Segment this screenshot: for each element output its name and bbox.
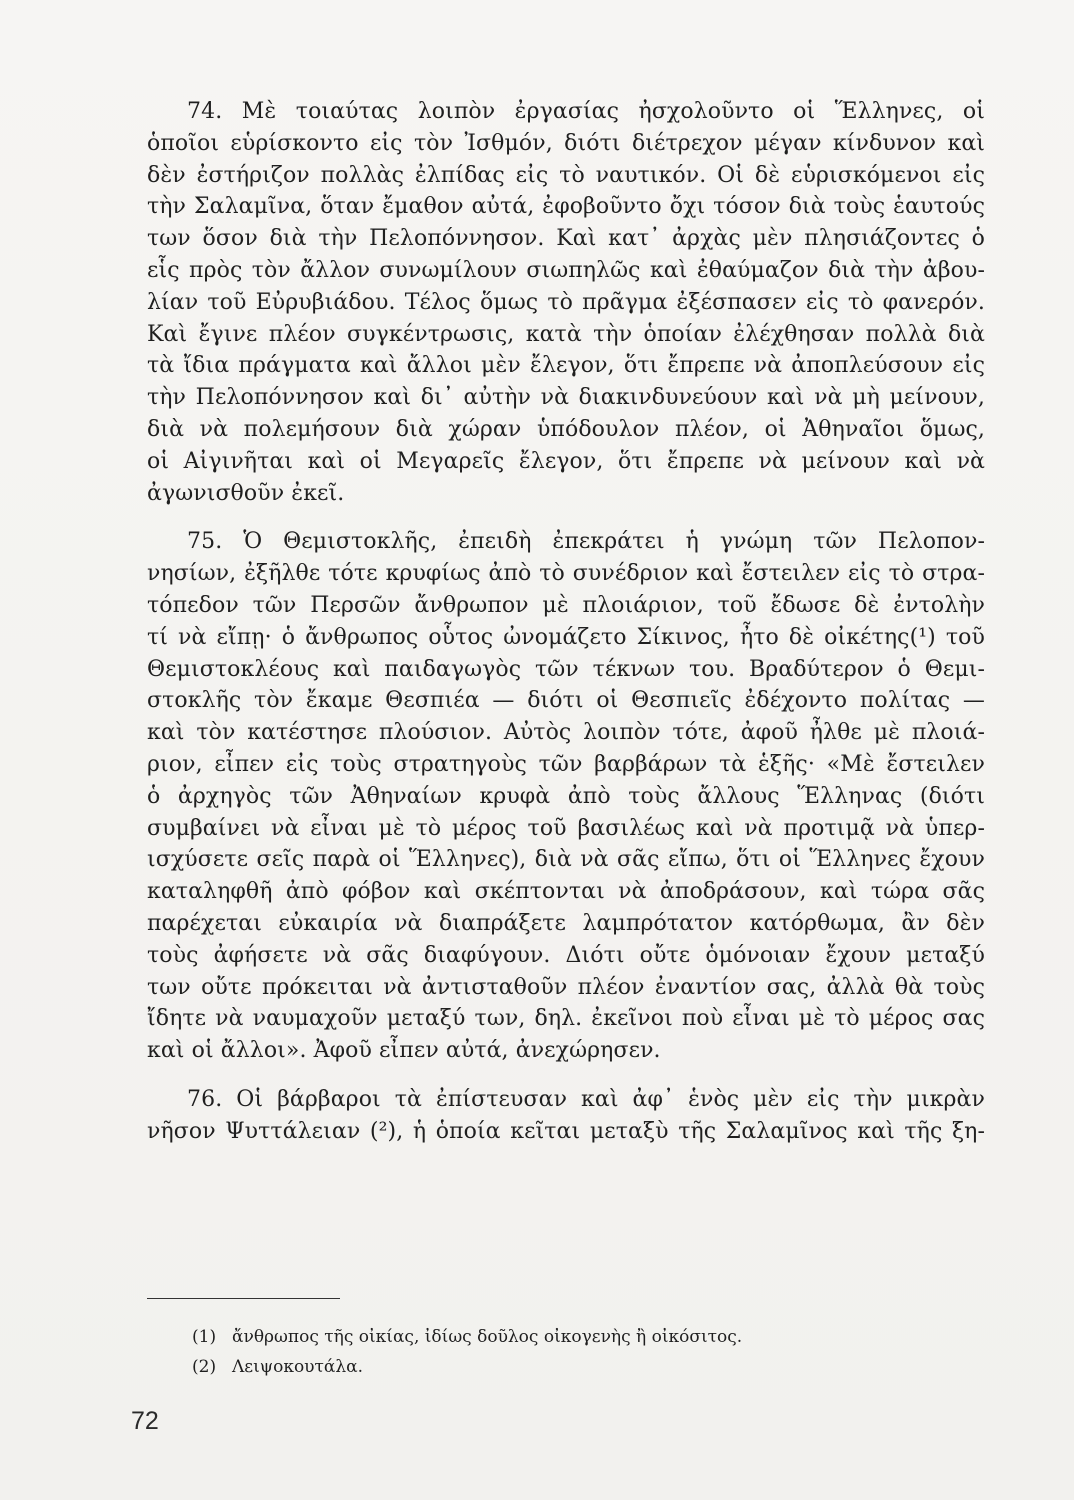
- text-line: ριον, εἶπεν εἰς τοὺς στρατηγοὺς τῶν βαρβάρων τὰ ἑξῆς· «Μὲ ἔστειλεν: [147, 751, 985, 777]
- footnote-divider: [147, 1298, 340, 1299]
- text-line: καὶ οἱ ἄλλοι». Ἀφοῦ εἶπεν αὐτά, ἀνεχώρησεν.: [147, 1038, 661, 1064]
- text-line: 74. Μὲ τοιαύτας λοιπὸν ἐργασίας ἠσχολοῦντο οἱ Ἕλληνες, οἱ: [187, 99, 985, 124]
- text-line: τὴν Πελοπόννησον καὶ δι᾽ αὐτὴν νὰ διακινδυνεύουν καὶ νὰ μὴ μείνουν,: [147, 385, 985, 411]
- text-line: 75. Ὁ Θεμιστοκλῆς, ἐπειδὴ ἐπεκράτει ἡ γνώμη τῶν Πελοπον-: [187, 529, 985, 555]
- text-line: ὁποῖοι εὑρίσκοντο εἰς τὸν Ἰσθμόν, διότι διέτρεχον μέγαν κίνδυνον καὶ: [147, 130, 985, 156]
- text-line: διὰ νὰ πολεμήσουν διὰ χώραν ὑπόδουλον πλέον, οἱ Ἀθηναῖοι ὅμως,: [147, 416, 985, 442]
- text-line: τὴν Σαλαμῖνα, ὅταν ἔμαθον αὐτά, ἐφοβοῦντο ὄχι τόσον διὰ τοὺς ἑαυτούς: [147, 194, 985, 220]
- footnote: [192, 1322, 892, 1352]
- text-line: τοὺς ἀφήσετε νὰ σᾶς διαφύγουν. Διότι οὔτε ὁμόνοιαν ἔχουν μεταξύ: [147, 942, 985, 968]
- text-line: τὰ ἴδια πράγματα καὶ ἄλλοι μὲν ἔλεγον, ὅτι ἔπρεπε νὰ ἀποπλεύσουν εἰς: [147, 353, 985, 379]
- text-line: στοκλῆς τὸν ἔκαμε Θεσπιέα — διότι οἱ Θεσπιεῖς ἐδέχοντο πολίτας —: [147, 688, 985, 714]
- text-line: ισχύσετε σεῖς παρὰ οἱ Ἕλληνες), διὰ νὰ σᾶς εἴπω, ὅτι οἱ Ἕλληνες ἔχουν: [147, 847, 985, 873]
- text-line: ἀγωνισθοῦν ἐκεῖ.: [147, 480, 345, 506]
- text-line: καταληφθῆ ἀπὸ φόβον καὶ σκέπτονται νὰ ἀποδράσουν, καὶ τώρα σᾶς: [147, 879, 985, 905]
- footnote-marker: (1): [192, 1327, 217, 1347]
- text-line: Καὶ ἔγινε πλέον συγκέντρωσις, κατὰ τὴν ὁποίαν ἐλέχθησαν πολλὰ διὰ: [147, 321, 985, 347]
- text-line: 76. Οἱ βάρβαροι τὰ ἐπίστευσαν καὶ ἀφ᾽ ἑνὸς μὲν εἰς τὴν μικρὰν: [187, 1086, 985, 1112]
- text-line: τόπεδον τῶν Περσῶν ἄνθρωπον μὲ πλοιάριον, τοῦ ἔδωσε δὲ ἐντολὴν: [147, 592, 985, 618]
- text-line: λίαν τοῦ Εὐρυβιάδου. Τέλος ὅμως τὸ πρᾶγμα ἐξέσπασεν εἰς τὸ φανερόν.: [147, 289, 985, 315]
- text-line: των οὔτε πρόκειται νὰ ἀντισταθοῦν πλέον ἐναντίον σας, ἀλλὰ θὰ τοὺς: [147, 974, 985, 1000]
- text-line: ὁ ἀρχηγὸς τῶν Ἀθηναίων κρυφὰ ἀπὸ τοὺς ἄλλους Ἕλληνας (διότι: [147, 783, 985, 809]
- footnote-text: Λειψοκουτάλα.: [232, 1357, 364, 1377]
- footnotes: [192, 1322, 892, 1382]
- paragraph-gap: [147, 1067, 985, 1084]
- body-text: [147, 96, 985, 1148]
- footnote: [192, 1352, 892, 1382]
- text-line: ἴδητε νὰ ναυμαχοῦν μεταξύ των, δηλ. ἐκεῖνοι ποὺ εἶναι μὲ τὸ μέρος σας: [147, 1006, 985, 1032]
- text-line: νῆσον Ψυττάλειαν (²), ἡ ὁποία κεῖται μεταξὺ τῆς Σαλαμῖνος καὶ τῆς ξη-: [147, 1118, 985, 1144]
- text-line: καὶ τὸν κατέστησε πλούσιον. Αὐτὸς λοιπὸν τότε, ἀφοῦ ἦλθε μὲ πλοιά-: [147, 720, 985, 746]
- text-line: συμβαίνει νὰ εἶναι μὲ τὸ μέρος τοῦ βασιλέως καὶ νὰ προτιμᾷ νὰ ὑπερ-: [147, 815, 985, 841]
- footnote-marker: (2): [192, 1357, 217, 1377]
- paragraph-gap: [147, 509, 985, 526]
- text-line: τί νὰ εἴπῃ· ὁ ἄνθρωπος οὗτος ὠνομάζετο Σίκινος, ἦτο δὲ οἰκέτης(¹) τοῦ: [147, 624, 985, 650]
- text-line: δὲν ἐστήριζον πολλὰς ἐλπίδας εἰς τὸ ναυτικόν. Οἱ δὲ εὑρισκόμενοι εἰς: [147, 162, 985, 188]
- text-line: Θεμιστοκλέους καὶ παιδαγωγὸς τῶν τέκνων του. Βραδύτερον ὁ Θεμι-: [147, 656, 985, 682]
- text-line: των ὅσον διὰ τὴν Πελοπόννησον. Καὶ κατ᾽ ἀρχὰς μὲν πλησιάζοντες ὁ: [147, 226, 985, 252]
- footnote-text: ἄνθρωπος τῆς οἰκίας, ἰδίως δοῦλος οἰκογενὴς ἢ οἰκόσιτος.: [232, 1327, 743, 1347]
- text-line: παρέχεται εὐκαιρία νὰ διαπράξετε λαμπρότατον κατόρθωμα, ἂν δὲν: [147, 910, 985, 936]
- page-number: 72: [131, 1407, 159, 1435]
- text-line: νησίων, ἐξῆλθε τότε κρυφίως ἀπὸ τὸ συνέδριον καὶ ἔστειλεν εἰς τὸ στρα-: [147, 561, 985, 587]
- text-line: εἷς πρὸς τὸν ἄλλον συνωμίλουν σιωπηλῶς καὶ ἐθαύμαζον διὰ τὴν ἀβου-: [147, 257, 985, 283]
- text-line: οἱ Αἰγινῆται καὶ οἱ Μεγαρεῖς ἔλεγον, ὅτι ἔπρεπε νὰ μείνουν καὶ νὰ: [147, 448, 985, 474]
